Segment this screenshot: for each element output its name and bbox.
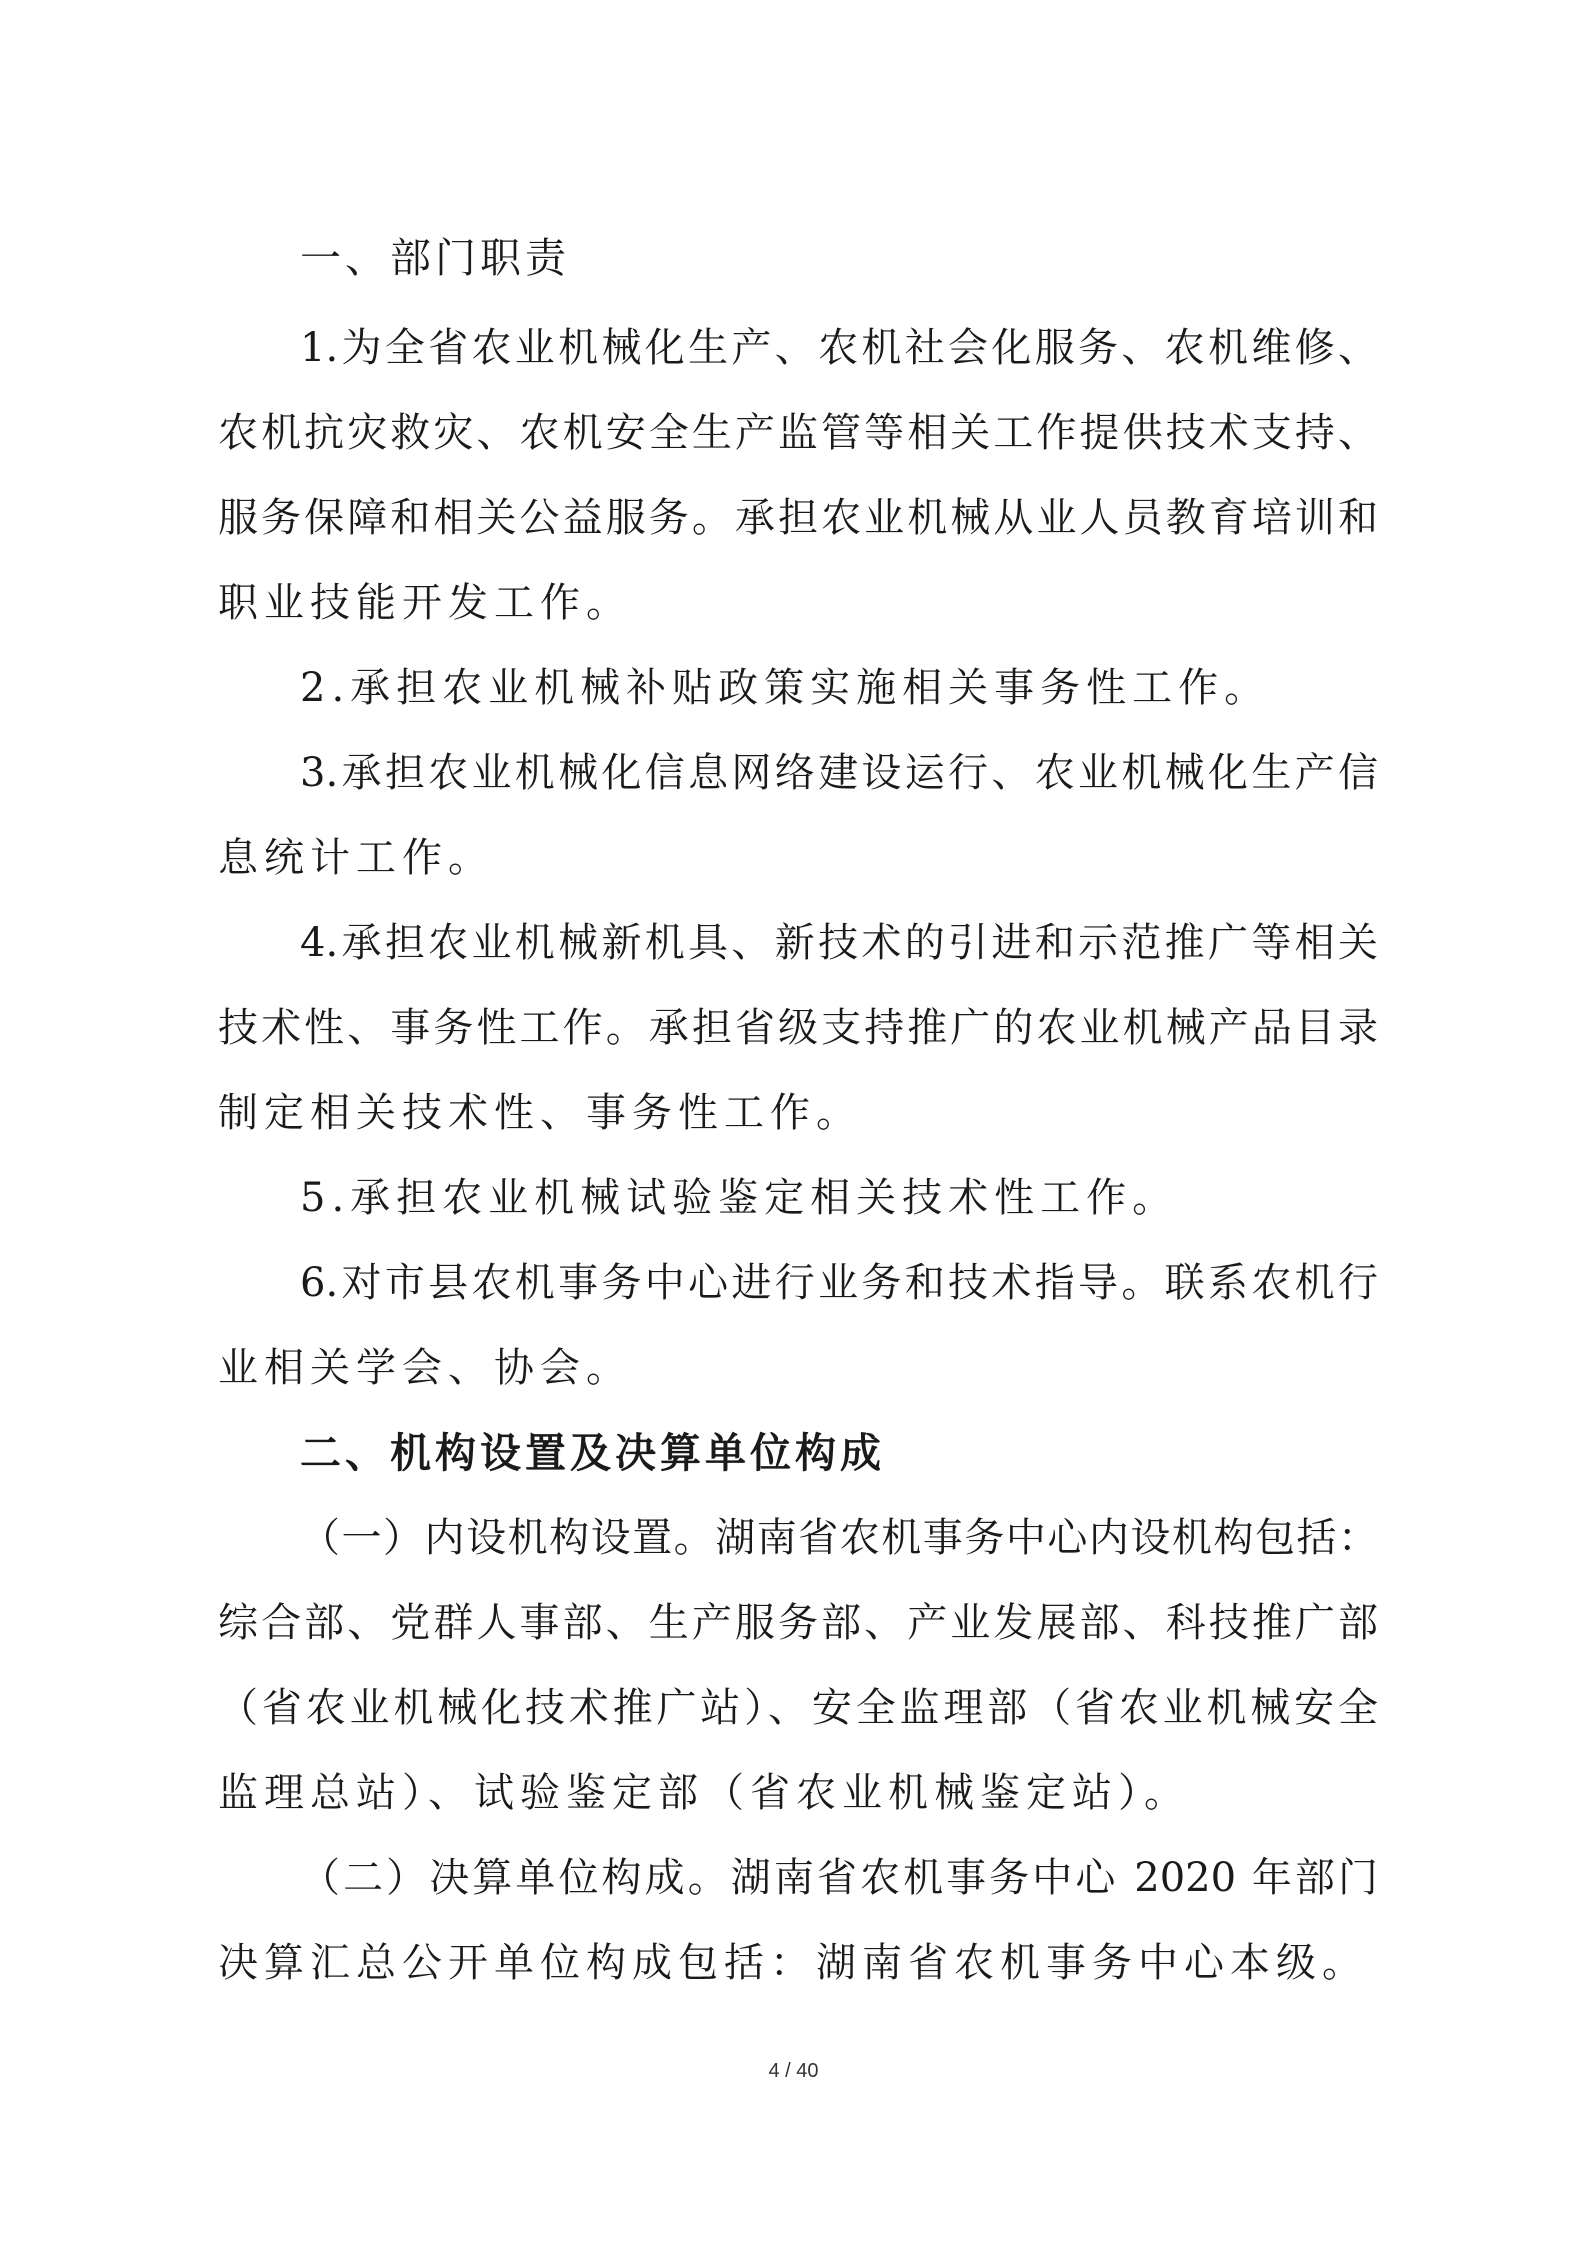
paragraph-line: 3.承担农业机械化信息网络建设运行、农业机械化生产信	[300, 750, 1378, 796]
paragraph-line: （一）内设机构设置。湖南省农机事务中心内设机构包括：	[300, 1515, 1378, 1561]
paragraph-line: 综合部、党群人事部、生产服务部、产业发展部、科技推广部	[218, 1600, 1378, 1646]
paragraph-line: 技术性、事务性工作。承担省级支持推广的农业机械产品目录	[218, 1005, 1378, 1051]
paragraph-line: 制定相关技术性、事务性工作。	[218, 1090, 862, 1136]
paragraph-line: 决算汇总公开单位构成包括：湖南省农机事务中心本级。	[218, 1940, 1368, 1986]
paragraph-line: 息统计工作。	[218, 835, 494, 881]
paragraph-line: 5.承担农业机械试验鉴定相关技术性工作。	[300, 1175, 1179, 1221]
paragraph-line: 6.对市县农机事务中心进行业务和技术指导。联系农机行	[300, 1260, 1378, 1306]
paragraph-line: （省农业机械化技术推广站）、安全监理部（省农业机械安全	[218, 1685, 1378, 1731]
section-heading-organization: 二、机构设置及决算单位构成	[300, 1429, 885, 1477]
paragraph-line: 服务保障和相关公益服务。承担农业机械从业人员教育培训和	[218, 495, 1378, 541]
paragraph-line: 业相关学会、协会。	[218, 1345, 632, 1391]
paragraph-line: 1.为全省农业机械化生产、农机社会化服务、农机维修、	[300, 325, 1378, 371]
paragraph-line: 4.承担农业机械新机具、新技术的引进和示范推广等相关	[300, 920, 1378, 966]
paragraph-line: （二）决算单位构成。湖南省农机事务中心 2020 年部门	[300, 1855, 1378, 1901]
section-heading-responsibilities: 一、部门职责	[300, 234, 570, 282]
paragraph-line: 2.承担农业机械补贴政策实施相关事务性工作。	[300, 665, 1271, 711]
paragraph-line: 监理总站）、试验鉴定部（省农业机械鉴定站）。	[218, 1770, 1190, 1816]
paragraph-line: 农机抗灾救灾、农机安全生产监管等相关工作提供技术支持、	[218, 410, 1378, 456]
page-number: 4 / 40	[768, 2060, 819, 2082]
paragraph-line: 职业技能开发工作。	[218, 580, 632, 626]
